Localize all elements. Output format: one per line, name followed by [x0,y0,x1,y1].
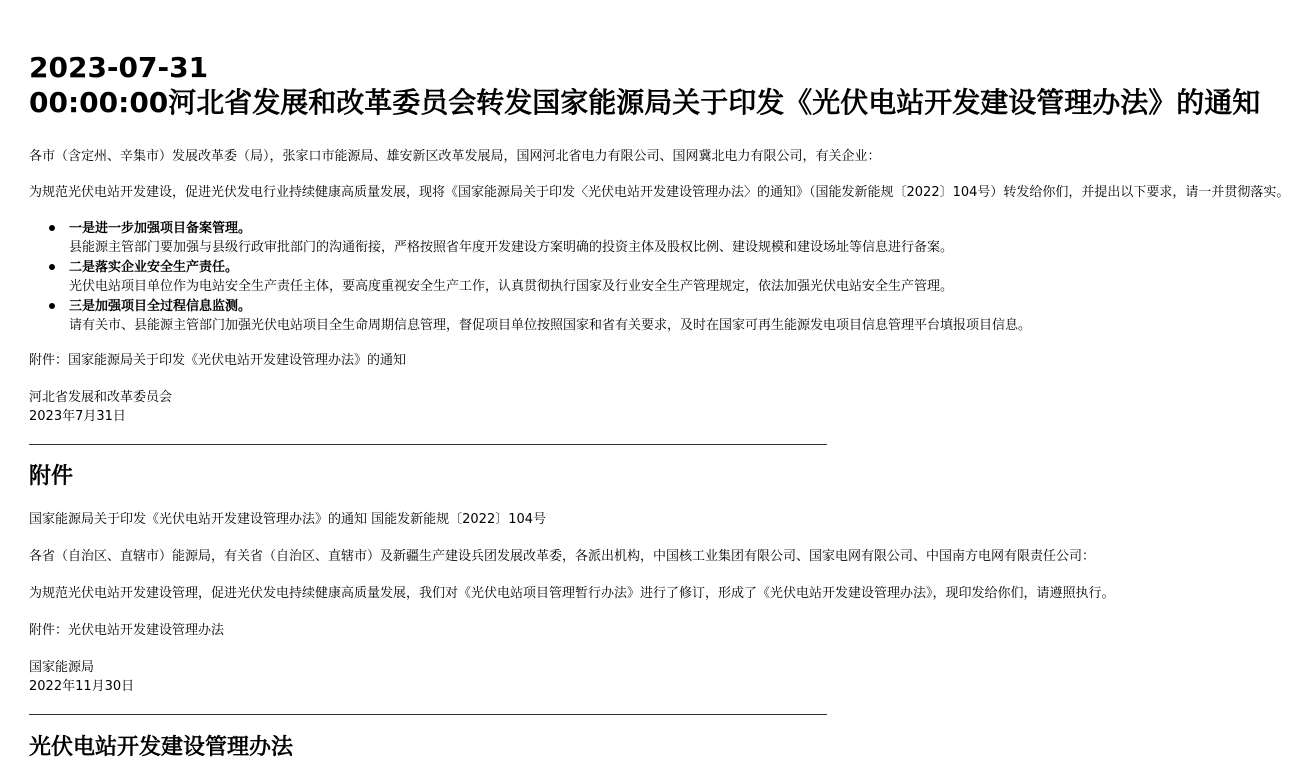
page-title [29,50,1260,120]
divider [29,714,827,715]
bullet-icon [49,264,55,270]
signature-date: 2023年7月31日 [29,409,126,424]
list-item-title: 一是进一步加强项目备案管理。 [69,221,252,236]
list-item-title: 二是落实企业安全生产责任。 [69,260,239,275]
appendix-org: 国家能源局 [29,660,95,675]
list-item [29,258,1031,297]
list-item-text: 光伏电站项目单位作为电站安全生产责任主体，要高度重视安全生产工作，认真贯彻执行国家及行业安全生产管理规定，依法加强光伏电站安全生产管理。 [69,279,954,294]
recipients-paragraph: 各市（含定州、辛集市）发展改革委（局），张家口市能源局、雄安新区改革发展局，国网河北省电力有限公司、国网冀北电力有限公司，有关企业： [29,149,881,164]
appendix-intro: 为规范光伏电站开发建设管理，促进光伏发电持续健康高质量发展，我们对《光伏电站项目管理暂行办法》进行了修订，形成了《光伏电站开发建设管理办法》，现印发给你们，请遵照执行。 [29,586,1115,601]
appendix-recipients: 各省（自治区、直辖市）能源局，有关省（自治区、直辖市）及新疆生产建设兵团发展改革委，各派出机构，中国核工业集团有限公司、国家电网有限公司、中国南方电网有限责任公司： [29,549,1096,564]
title-text: 00:00:00河北省发展和改革委员会转发国家能源局关于印发《光伏电站开发建设管理办法》的通知 [29,86,1261,119]
attachment-line: 附件：国家能源局关于印发《光伏电站开发建设管理办法》的通知 [29,353,407,368]
bullet-icon [49,225,55,231]
list-item [29,297,1031,336]
title-date: 2023-07-31 [29,51,209,84]
bullet-icon [49,303,55,309]
list-item [29,219,1031,258]
section-heading: 光伏电站开发建设管理办法 [29,735,294,760]
divider [29,444,827,445]
appendix-title: 国家能源局关于印发《光伏电站开发建设管理办法》的通知 国能发新能规〔2022〕104号 [29,512,547,527]
intro-paragraph: 为规范光伏电站开发建设，促进光伏发电行业持续健康高质量发展，现将《国家能源局关于印发〈光伏电站开发建设管理办法〉的通知》（国能发新能规〔2022〕104号）转发给你们，并提出以下要求，请一并贯彻落实。 [29,185,1289,200]
list-item-text: 县能源主管部门要加强与县级行政审批部门的沟通衔接，严格按照省年度开发建设方案明确的投资主体及股权比例、建设规模和建设场址等信息进行备案。 [69,240,954,255]
signature-org: 河北省发展和改革委员会 [29,390,173,405]
appendix-date: 2022年11月30日 [29,679,135,694]
appendix-heading: 附件 [29,464,74,489]
requirements-list [29,219,1031,336]
appendix-attachment: 附件：光伏电站开发建设管理办法 [29,623,225,638]
list-item-text: 请有关市、县能源主管部门加强光伏电站项目全生命周期信息管理，督促项目单位按照国家和省有关要求，及时在国家可再生能源发电项目信息管理平台填报项目信息。 [69,318,1032,333]
list-item-title: 三是加强项目全过程信息监测。 [69,299,252,314]
